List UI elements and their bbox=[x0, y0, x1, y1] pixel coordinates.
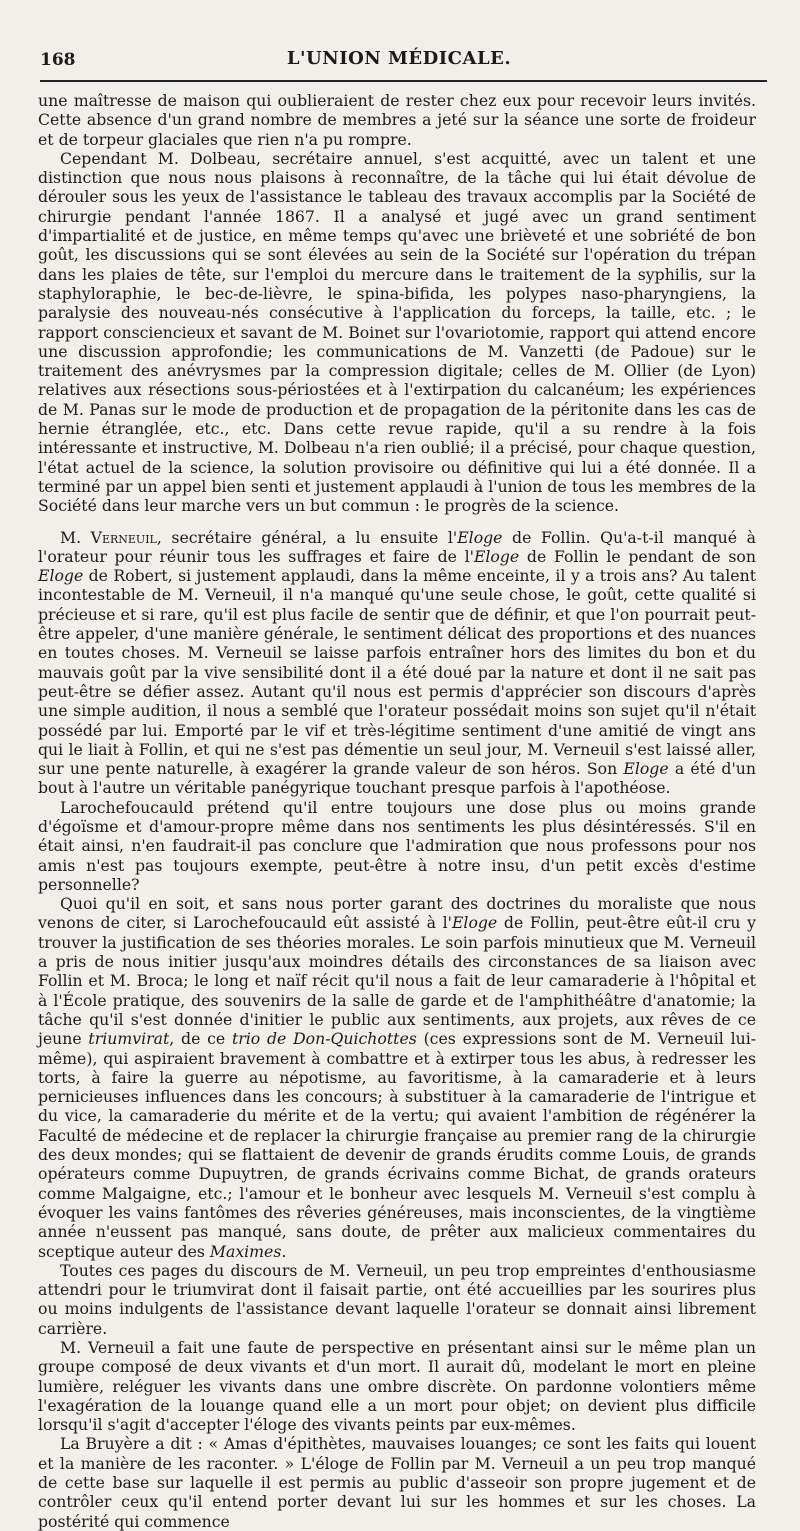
text-run: Toutes ces pages du discours de M. Verneuil, un peu trop empreintes d'enthousiasme attendri pour le triumvirat dont il faisait partie, ont été accueillies par les sourires plus ou moins indulgents de l'assistance devant laquelle l'orateur se donnait ainsi librement carrière. bbox=[38, 1260, 756, 1338]
text-run: Quoi qu'il en soit, et sans nous porter garant des doctrines du moraliste que nous venons de citer, si Larochefoucauld eût assisté à l' bbox=[38, 894, 756, 933]
article-body bbox=[38, 91, 757, 1531]
paragraph bbox=[38, 1434, 756, 1530]
page-number: 168 bbox=[40, 50, 76, 70]
running-title: L'UNION MÉDICALE. bbox=[286, 48, 512, 69]
paragraph bbox=[38, 1338, 756, 1434]
paragraph-gap bbox=[38, 516, 756, 528]
header-rule bbox=[40, 80, 767, 82]
italic-text: trio de Don-Quichottes bbox=[231, 1029, 417, 1049]
italic-text: triumvirat bbox=[88, 1029, 170, 1049]
text-run: , secrétaire général, a lu ensuite l' bbox=[156, 527, 458, 547]
paragraph bbox=[38, 894, 756, 1261]
text-run: M. Verneuil a fait une faute de perspective en présentant ainsi sur le même plan un groupe composé de deux vivants et d'un mort. Il aurait dû, modelant le mort en pleine lumière, reléguer les vivants dans une ombre discrète. On pardonne volontiers même l'exagération de la louange quand elle a un mort pour objet; on devient plus difficile lorsqu'il s'agit d'accepter l'éloge des vivants peints par eux-mêmes. bbox=[38, 1338, 756, 1435]
italic-text: Eloge bbox=[38, 566, 84, 586]
paragraph bbox=[38, 91, 756, 149]
paragraph bbox=[38, 1261, 756, 1338]
text-run: de Follin. Qu'a-t-il manqué à l'orateur pour réunir tous les suffrages et faire de l' bbox=[38, 527, 756, 566]
text-run: . bbox=[281, 1241, 287, 1261]
text-run: , de ce bbox=[169, 1029, 232, 1049]
italic-text: Eloge bbox=[623, 759, 669, 779]
text-run: M. bbox=[60, 527, 91, 547]
italic-text: Eloge bbox=[451, 913, 498, 933]
small-caps-text: Verneuil bbox=[90, 527, 157, 547]
text-run: Larochefoucauld prétend qu'il entre toujours une dose plus ou moins grande d'égoïsme et d'amour-propre même dans nos sentiments les plus désintéressés. S'il en était ainsi, n'en faudrait-il pas conclure que l'admiration que nous professons pour nos amis n'est pas toujours exempte, peut-être à notre insu, d'un petit excès d'estime personnelle? bbox=[38, 797, 756, 894]
text-run: Cependant M. Dolbeau, secrétaire annuel, s'est acquitté, avec un talent et une distinction que nous nous plaisons à reconnaître, de la tâche qui lui était dévolue de dérouler sous les yeux de l'assistance le tableau des travaux accomplis par la Société de chirurgie pendant l'année 1867. Il a analysé et jugé avec un grand sentiment d'impartialité et de justice, en même temps qu'avec une brièveté et une sobriété de bon goût, les discussions qui se sont élevées au sein de la Société sur l'opération du trépan dans les plaies de tête, sur l'emploi du mercure dans le traitement de la syphilis, sur la staphyloraphie, le bec-de-lièvre, le spina-bifida, les polypes naso-pharyngiens, la paralysie des nouveau-nés consécutive à l'application du forceps, la taille, etc. ; le rapport consciencieux et savant de M. Boinet sur l'ovariotomie, rapport qui attend encore une discussion approfondie; les communications de M. Vanzetti (de Padoue) sur le traitement des anévrysmes par la compression digitale; celles de M. Ollier (de Lyon) relatives aux résections sous-périostées et à l'extirpation du calcanéum; les expériences de M. Panas sur le mode de production et de propagation de la péritonite dans les cas de hernie étranglée, etc., etc. Dans cette revue rapide, qu'il a su rendre à la fois intéressante et instructive, M. Dolbeau n'a rien oublié; il a précisé, pour chaque question, l'état actuel de la science, la solution provisoire ou définitive qui lui a été donnée. Il a terminé par un appel bien senti et justement applaudi à l'union de tous les membres de la Société dans leur marche vers un but commun : le progrès de la science. bbox=[38, 148, 756, 516]
text-run: de Robert, si justement applaudi, dans la même enceinte, il y a trois ans? Au talent incontestable de M. Verneuil, il n'a manqué qu'une seule chose, le goût, cette qualité si précieuse et si rare, qu'il est plus facile de sentir que de définir, et que l'on pourrait peut-être appeler, d'une manière générale, le sentiment délicat des proportions et des nuances en toutes choses. M. Verneuil se laisse parfois entraîner hors des limites du bon et du mauvais goût par la vive sensibilité dont il a été doué par la nature et dont il ne sait pas peut-être se défier assez. Autant qu'il nous est permis d'apprécier son discours d'après une simple audition, il nous a semblé que l'orateur possédait moins son sujet qu'il n'était possédé par lui. Emporté par le vif et très-légitime sentiment d'une amitié de vingt ans qui le liait à Follin, et qui ne s'est pas démentie un seul jour, M. Verneuil s'est laissé aller, sur une pente naturelle, à exagérer la grande valeur de son héros. Son bbox=[38, 566, 756, 779]
italic-text: Eloge bbox=[457, 527, 503, 547]
text-run: a été d'un bout à l'autre un véritable panégyrique touchant presque parfois à l'apothéose. bbox=[38, 759, 756, 798]
text-run: de Follin le pendant de son bbox=[519, 546, 756, 566]
text-run: une maîtresse de maison qui oublieraient de rester chez eux pour recevoir leurs invités. Cette absence d'un grand nombre de membres a jeté sur la séance une sorte de froideur et de torpeur glaciales que rien n'a pu rompre. bbox=[38, 91, 756, 149]
italic-text: Eloge bbox=[473, 546, 520, 566]
page-header bbox=[40, 44, 758, 74]
text-run: de Follin, peut-être eût-il cru y trouver la justification de ses théories morales. Le soin parfois minutieux que M. Verneuil a pris de nous initier jusqu'aux moindres détails des circonstances de sa liaison avec Follin et M. Broca; le long et naïf récit qu'il nous a fait de leur camaraderie à l'hôpital et à l'École pratique, des souvenirs de la salle de garde et de l'amphithéâtre d'anatomie; la tâche qu'il s'est donnée d'initier le public aux sentiments, aux projets, aux rêves de ce jeune bbox=[38, 913, 756, 1049]
italic-text: Maximes bbox=[209, 1241, 282, 1261]
paragraph bbox=[38, 528, 756, 798]
paragraph bbox=[38, 149, 756, 516]
paragraph bbox=[38, 798, 756, 894]
text-run: (ces expressions sont de M. Verneuil lui-même), qui aspiraient bravement à combattre et à extirper tous les abus, à redresser les torts, à faire la guerre au népotisme, au favoritisme, à la camaraderie et à leurs pernicieuses influences dans les concours; à substituer à la camaraderie de l'intrigue et du vice, la camaraderie du mérite et de la vertu; qui avaient l'ambition de régénérer la Faculté de médecine et de replacer la chirurgie française au premier rang de la chirurgie des deux mondes; qui se flattaient de devenir de grands érudits comme Louis, de grands opérateurs comme Dupuytren, de grands écrivains comme Bichat, de grands orateurs comme Malgaigne, etc.; l'amour et le bonheur avec lesquels M. Verneuil s'est complu à évoquer les vains fantômes des rêveries généreuses, mais inconscientes, de la vingtième année n'eussent pas manqué, sans doute, de prêter aux malicieux commentaires du sceptique auteur des bbox=[38, 1029, 757, 1261]
text-run: La Bruyère a dit : « Amas d'épithètes, mauvaises louanges; ce sont les faits qui louent et la manière de les raconter. » L'éloge de Follin par M. Verneuil a un peu trop manqué de cette base sur laquelle il est permis au public d'asseoir son propre jugement et de contrôler ceux qu'il entend porter devant lui sur les hommes et sur les choses. La postérité qui commence bbox=[38, 1434, 756, 1531]
